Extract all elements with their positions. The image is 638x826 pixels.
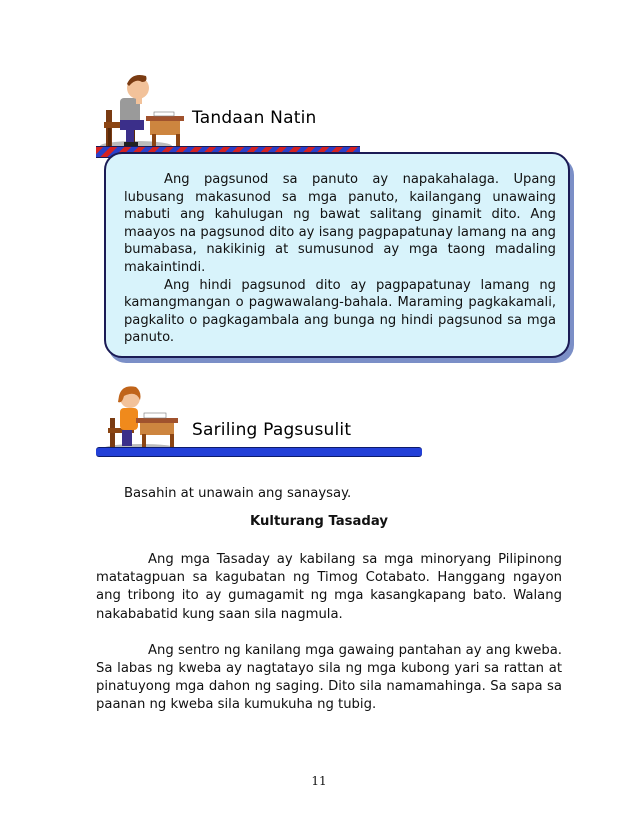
callout-text [124, 171, 556, 347]
article-title: Kulturang Tasaday [250, 514, 388, 529]
article-body [96, 551, 562, 733]
callout-paragraph: Ang hindi pagsunod dito ay pagpapatunay lamang ng kamangmangan o pagwawalang-bahala. Maraming pagkakamali, pagkalito o pagkagambala ang bunga ng hindi pagsunod sa mga panuto. [124, 277, 556, 346]
header-divider-blue [96, 447, 422, 457]
article-paragraph: Ang mga Tasaday ay kabilang sa mga minoryang Pilipinong matatagpuan sa kagubatan ng Timog Cotabato. Hanggang ngayon ang tribong ito ay gumagamit ng mga kasangkapang bato. Walang nakababatid kung saan sila nagmula. [96, 552, 562, 622]
section-title-tandaan: Tandaan Natin [192, 108, 317, 128]
girl-at-desk-icon [96, 378, 182, 454]
page-number: 11 [311, 774, 327, 788]
article-paragraph: Ang sentro ng kanilang mga gawaing pantahan ay ang kweba. Sa labas ng kweba ay nagtatayo sila ng mga kubong yari sa rattan at pinatuyong mga dahon ng saging. Dito sila namamahinga. Sa sapa sa paanan ng kweba sila kumukuha ng tubig. [96, 642, 562, 713]
boy-at-desk-icon [96, 62, 188, 154]
callout-paragraph: Ang pagsunod sa panuto ay napakahalaga. Upang lubusang makasunod sa mga panuto, kailangang unawaing mabuti ang kahulugan ng bawat salitang ginamit dito. Ang maayos na pagsunod dito ay isang pagpapatunay lamang na ang bumabasa, nakikinig at sumusunod ay mga taong madaling makaintindi. [124, 172, 556, 275]
section-title-sariling-pagsusulit: Sariling Pagsusulit [192, 420, 352, 440]
instruction-text: Basahin at unawain ang sanaysay. [124, 486, 352, 501]
